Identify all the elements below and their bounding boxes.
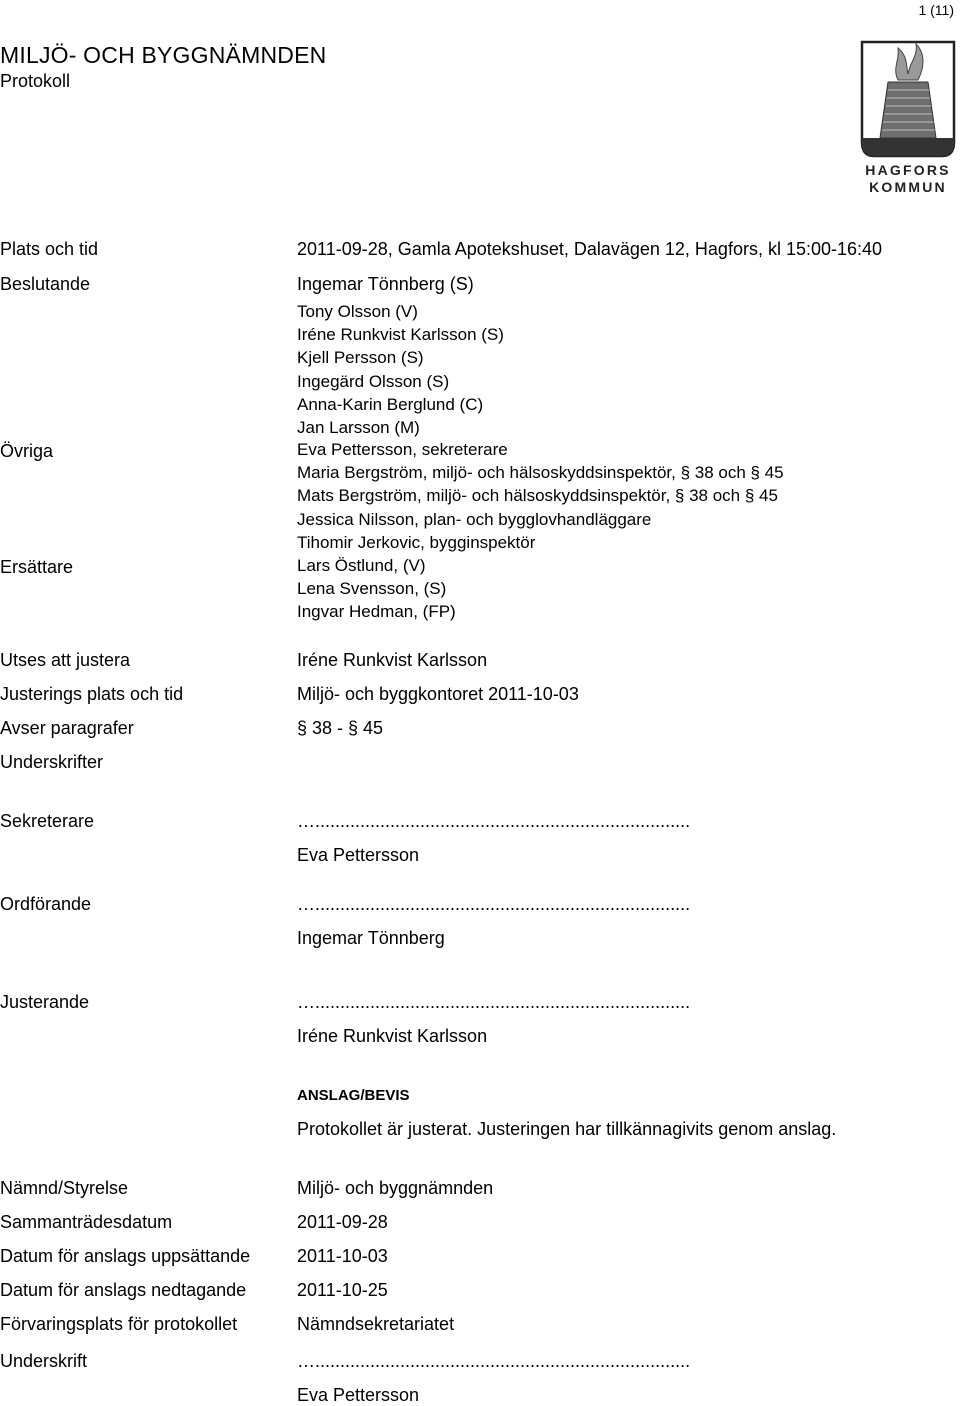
- adjuster-signature-line: …...........................................................................: [297, 992, 691, 1012]
- meeting-date-value: 2011-09-28: [297, 1212, 388, 1232]
- meeting-date-label: Sammanträdesdatum: [0, 1212, 173, 1232]
- storage-label: Förvaringsplats för protokollet: [0, 1314, 238, 1334]
- removed-date-value: 2011-10-25: [297, 1280, 388, 1300]
- board-label: Nämnd/Styrelse: [0, 1178, 129, 1198]
- other-attendee: Mats Bergström, miljö- och hälsoskyddsinspektör, § 38 och § 45: [297, 486, 778, 506]
- deciding-member: Ingemar Tönnberg (S): [297, 274, 474, 294]
- deciding-member: Jan Larsson (M): [297, 418, 420, 438]
- secretary-name: Eva Pettersson: [297, 845, 420, 865]
- logo-text-hagfors: HAGFORS: [865, 162, 951, 178]
- deciding-member: Anna-Karin Berglund (C): [297, 394, 484, 414]
- document-subtitle: Protokoll: [0, 71, 71, 91]
- page-number: 1 (11): [918, 2, 954, 18]
- other-attendee: Eva Pettersson, sekreterare: [297, 440, 508, 459]
- chair-label: Ordförande: [0, 894, 92, 914]
- deciding-label: Beslutande: [0, 274, 91, 294]
- board-value: Miljö- och byggnämnden: [297, 1178, 494, 1198]
- secretary-signature-line: …...........................................................................: [297, 811, 691, 831]
- deciding-member: Ingegärd Olsson (S): [297, 371, 450, 391]
- storage-value: Nämndsekretariatet: [297, 1314, 455, 1334]
- deciding-list: [297, 273, 504, 439]
- paragraphs-value: § 38 - § 45: [297, 718, 384, 738]
- deciding-member: Iréne Runkvist Karlsson (S): [297, 325, 504, 345]
- adjuster-name: Iréne Runkvist Karlsson: [297, 1026, 488, 1046]
- substitute-member: Lars Östlund, (V): [297, 556, 426, 575]
- signature-name: Eva Pettersson: [297, 1385, 420, 1405]
- hagfors-kommun-logo: [858, 38, 958, 194]
- signatures-heading: Underskrifter: [0, 752, 104, 772]
- appointed-value: Iréne Runkvist Karlsson: [297, 650, 488, 670]
- deciding-member: Tony Olsson (V): [297, 302, 418, 321]
- notice-heading: ANSLAG/BEVIS: [297, 1087, 410, 1104]
- deciding-member: Kjell Persson (S): [297, 348, 424, 368]
- others-label: Övriga: [0, 441, 54, 461]
- signature-line: …...........................................................................: [297, 1351, 691, 1371]
- paragraphs-label: Avser paragrafer: [0, 718, 134, 738]
- logo-text-kommun: KOMMUN: [869, 179, 947, 194]
- other-attendee: Jessica Nilsson, plan- och bygglovhandläggare: [297, 509, 652, 529]
- chair-signature-line: …...........................................................................: [297, 894, 691, 914]
- substitute-member: Ingvar Hedman, (FP): [297, 602, 456, 622]
- adjustment-place-label: Justerings plats och tid: [0, 684, 184, 704]
- removed-date-label: Datum för anslags nedtagande: [0, 1280, 247, 1300]
- appointed-label: Utses att justera: [0, 650, 131, 670]
- adjuster-label: Justerande: [0, 992, 90, 1012]
- adjustment-place-value: Miljö- och byggkontoret 2011-10-03: [297, 684, 579, 704]
- place-label: Plats och tid: [0, 239, 99, 259]
- substitute-member: Lena Svensson, (S): [297, 579, 447, 599]
- substitutes-list: [297, 554, 456, 624]
- place-value: 2011-09-28, Gamla Apotekshuset, Dalavägen 12, Hagfors, kl 15:00-16:40: [297, 239, 883, 259]
- signature-label: Underskrift: [0, 1351, 88, 1371]
- posted-date-label: Datum för anslags uppsättande: [0, 1246, 251, 1266]
- substitutes-label: Ersättare: [0, 557, 74, 577]
- other-attendee: Tihomir Jerkovic, bygginspektör: [297, 532, 536, 552]
- secretary-label: Sekreterare: [0, 811, 95, 831]
- document-title: MILJÖ- OCH BYGGNÄMNDEN: [0, 42, 327, 68]
- others-list: [297, 438, 784, 554]
- notice-statement: Protokollet är justerat. Justeringen har tillkännagivits genom anslag.: [297, 1119, 837, 1139]
- chair-name: Ingemar Tönnberg: [297, 928, 445, 948]
- posted-date-value: 2011-10-03: [297, 1246, 388, 1266]
- other-attendee: Maria Bergström, miljö- och hälsoskyddsinspektör, § 38 och § 45: [297, 463, 784, 483]
